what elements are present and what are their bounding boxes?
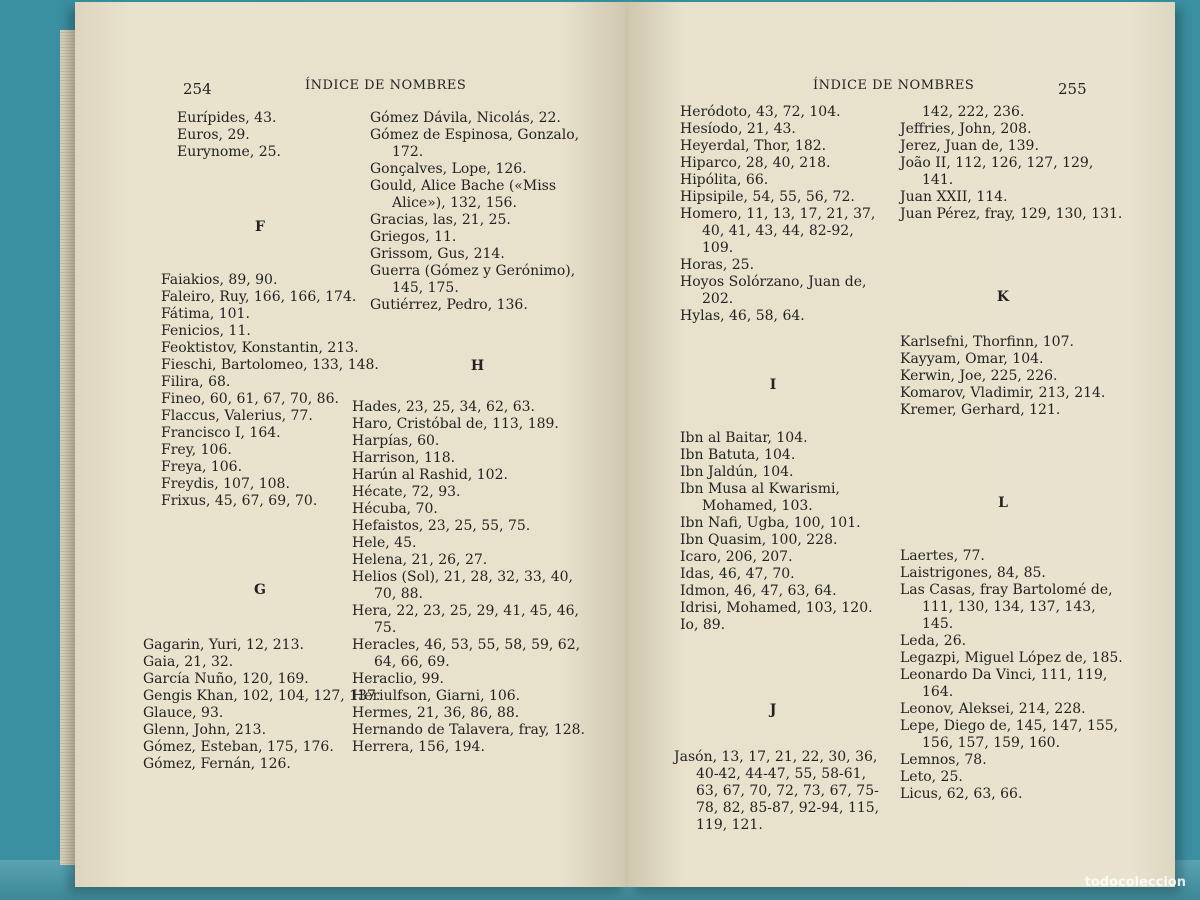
index-entry: Hefaistos, 23, 25, 55, 75. [352,518,531,534]
index-entry: Las Casas, fray Bartolomé de, 111, 130, 134, 137, 143, 145. [900,582,1113,632]
index-entry: Harrison, 118. [352,450,456,466]
index-entry: Francisco I, 164. [161,425,281,441]
index-entry: Herrera, 156, 194. [352,739,485,755]
page-number-right: 255 [1058,80,1087,98]
index-entry: Ibn Musa al Kwarismi, Mohamed, 103. [680,481,840,514]
index-entry: Horas, 25. [680,257,755,273]
index-entry: 142, 222, 236. [922,104,1025,120]
section-letter-k: K [996,289,1010,305]
index-entry: Heriulfson, Giarni, 106. [352,688,521,704]
index-entry: Licus, 62, 63, 66. [900,786,1023,802]
index-entry: Jeffries, John, 208. [900,121,1032,137]
index-entry: Idas, 46, 47, 70. [680,566,795,582]
index-entry: Heródoto, 43, 72, 104. [680,104,841,120]
index-entry: Grissom, Gus, 214. [370,246,505,262]
index-entry: Frixus, 45, 67, 69, 70. [161,493,318,509]
index-entry: Haro, Cristóbal de, 113, 189. [352,416,559,432]
index-entry: Gómez, Esteban, 175, 176. [143,739,334,755]
index-entry: Gómez, Fernán, 126. [143,756,291,772]
index-entry: Fieschi, Bartolomeo, 133, 148. [161,357,379,373]
index-entry: Laistrigones, 84, 85. [900,565,1046,581]
index-entry: Feoktistov, Konstantin, 213. [161,340,359,356]
entries-group-g-cont [330,110,585,314]
section-letter-i: I [769,377,777,393]
index-entry: Leda, 26. [900,633,967,649]
index-entry: Ibn Batuta, 104. [680,447,796,463]
index-entry: Heraclio, 99. [352,671,444,687]
index-entry: Lemnos, 78. [900,752,987,768]
running-head-left: ÍNDICE DE NOMBRES [305,78,467,93]
index-entry: Harún al Rashid, 102. [352,467,508,483]
entries-group-h [330,399,585,756]
index-entry: Legazpi, Miguel López de, 185. [900,650,1123,666]
index-entry: Io, 89. [680,617,726,633]
index-entry: Icaro, 206, 207. [680,549,793,565]
index-entry: Hernando de Talavera, fray, 128. [352,722,586,738]
open-book [40,2,1175,887]
entries-group-j-cont [878,104,1128,223]
watermark-text: todocoleccion [1084,875,1186,890]
index-column-right-1 [658,104,888,834]
index-entry: Hylas, 46, 58, 64. [680,308,805,324]
index-entry: Fátima, 101. [161,306,250,322]
index-entry: Griegos, 11. [370,229,457,245]
index-entry: Gonçalves, Lope, 126. [370,161,527,177]
index-column-right-2 [878,104,1128,803]
index-entry: Glauce, 93. [143,705,224,721]
section-letter-f: F [255,219,265,235]
index-entry: Lepe, Diego de, 145, 147, 155, 156, 157, 159, 160. [900,718,1119,751]
index-entry: Kayyam, Omar, 104. [900,351,1044,367]
index-entry: Faleiro, Ruy, 166, 166, 174. [161,289,357,305]
entries-group-h-right [658,104,888,325]
index-entry: Gómez Dávila, Nicolás, 22. [370,110,561,126]
page-number-left: 254 [183,80,212,98]
index-entry: Fineo, 60, 61, 67, 70, 86. [161,391,339,407]
index-entry: Karlsefni, Thorfinn, 107. [900,334,1074,350]
index-entry: Heyerdal, Thor, 182. [680,138,827,154]
index-entry: Ibn Jaldún, 104. [680,464,794,480]
index-entry: Gutiérrez, Pedro, 136. [370,297,528,313]
section-letter-g: G [254,582,266,598]
index-entry: Hades, 23, 25, 34, 62, 63. [352,399,536,415]
entries-group-i [658,430,888,634]
index-entry: García Nuño, 120, 169. [143,671,309,687]
index-entry: Homero, 11, 13, 17, 21, 37, 40, 41, 43, 44, 82-92, 109. [680,206,876,256]
index-entry: Leto, 25. [900,769,963,785]
index-entry: Juan Pérez, fray, 129, 130, 131. [900,206,1123,222]
index-entry: Freya, 106. [161,459,243,475]
index-entry: Idrisi, Mohamed, 103, 120. [680,600,873,616]
index-entry: Guerra (Gómez y Gerónimo), 145, 175. [370,263,576,296]
index-entry: Gracias, las, 21, 25. [370,212,511,228]
index-entry: Hermes, 21, 36, 86, 88. [352,705,520,721]
index-entry: Laertes, 77. [900,548,985,564]
index-entry: Hele, 45. [352,535,417,551]
index-entry: Euros, 29. [177,127,250,143]
index-entry: Filira, 68. [161,374,231,390]
index-entry: Komarov, Vladimir, 213, 214. [900,385,1106,401]
index-entry: Gaia, 21, 32. [143,654,234,670]
index-entry: Hipólita, 66. [680,172,769,188]
index-entry: Helena, 21, 26, 27. [352,552,488,568]
index-entry: Jasón, 13, 17, 21, 22, 30, 36, 40-42, 44-47, 55, 58-61, 63, 67, 70, 72, 73, 67, 75-78, 82, 85-87, 92-94, 115, 119, 121. [674,749,880,833]
index-entry: Faiakios, 89, 90. [161,272,278,288]
section-letter-j: J [769,702,777,718]
index-entry: Gould, Alice Bache («Miss Alice»), 132, 156. [370,178,557,211]
index-entry: Hécuba, 70. [352,501,438,517]
index-entry: Jerez, Juan de, 139. [900,138,1039,154]
index-entry: Gengis Khan, 102, 104, 127, 137. [143,688,381,704]
index-entry: Hoyos Solórzano, Juan de, 202. [680,274,867,307]
index-entry: João II, 112, 126, 127, 129, 141. [900,155,1094,188]
index-entry: Eurynome, 25. [177,144,282,160]
section-letter-l: L [998,495,1008,511]
index-entry: Hiparco, 28, 40, 218. [680,155,831,171]
index-entry: Juan XXII, 114. [900,189,1008,205]
index-entry: Hesíodo, 21, 43. [680,121,796,137]
index-entry: Ibn Quasim, 100, 228. [680,532,838,548]
index-entry: Hipsipile, 54, 55, 56, 72. [680,189,855,205]
index-entry: Gómez de Espinosa, Gonzalo, 172. [370,127,580,160]
entries-group-l [878,548,1128,803]
right-page [628,2,1175,887]
index-entry: Fenicios, 11. [161,323,251,339]
index-entry: Leonardo Da Vinci, 111, 119, 164. [900,667,1108,700]
index-entry: Flaccus, Valerius, 77. [161,408,313,424]
index-entry: Kerwin, Joe, 225, 226. [900,368,1058,384]
index-entry: Heracles, 46, 53, 55, 58, 59, 62, 64, 66, 69. [352,637,581,670]
index-entry: Leonov, Aleksei, 214, 228. [900,701,1086,717]
index-entry: Eurípides, 43. [177,110,277,126]
index-entry: Glenn, John, 213. [143,722,267,738]
index-entry: Frey, 106. [161,442,232,458]
entries-group-k [878,334,1128,419]
index-column-left-2 [330,110,585,756]
index-entry: Hera, 22, 23, 25, 29, 41, 45, 46, 75. [352,603,579,636]
index-entry: Gagarin, Yuri, 12, 213. [143,637,304,653]
index-entry: Kremer, Gerhard, 121. [900,402,1061,418]
entries-group-j [658,749,888,834]
section-letter-h: H [470,358,485,374]
running-head-right: ÍNDICE DE NOMBRES [813,78,975,93]
index-entry: Freydis, 107, 108. [161,476,290,492]
index-entry: Helios (Sol), 21, 28, 32, 33, 40, 70, 88. [352,569,573,602]
left-page [75,2,628,887]
index-entry: Ibn Nafi, Ugba, 100, 101. [680,515,861,531]
index-entry: Harpías, 60. [352,433,440,449]
index-entry: Hécate, 72, 93. [352,484,461,500]
index-entry: Idmon, 46, 47, 63, 64. [680,583,837,599]
index-entry: Ibn al Baitar, 104. [680,430,808,446]
